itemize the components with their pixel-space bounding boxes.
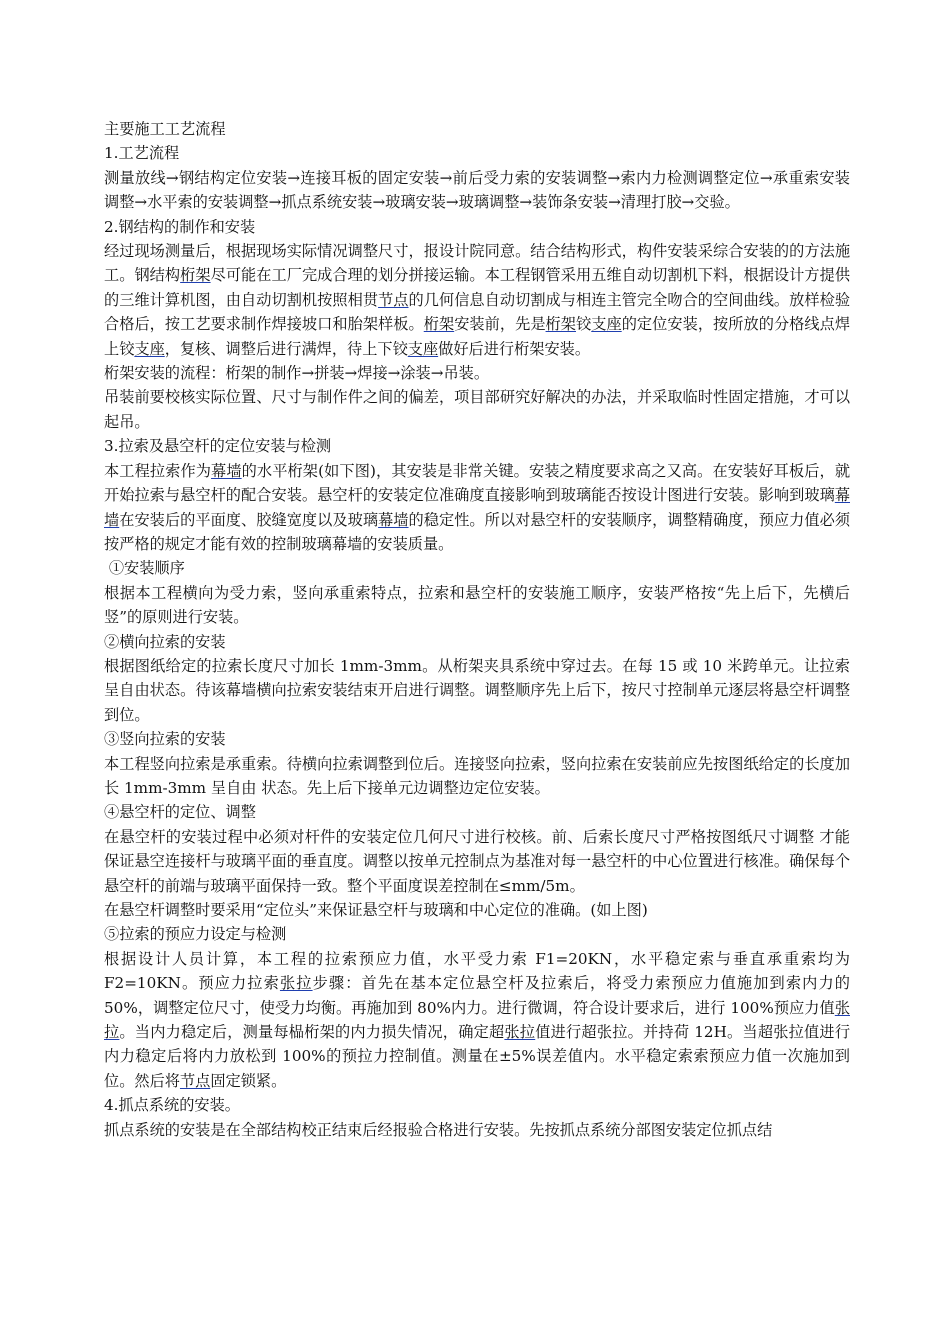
text-run: 固定锁紧。 [210, 1071, 287, 1090]
link-tensioning[interactable]: 张拉 [104, 998, 850, 1042]
subsection-4-heading: ④悬空杆的定位、调整 [104, 803, 256, 822]
section-2-paragraph-1 [104, 239, 850, 361]
link-node[interactable]: 节点 [179, 1071, 211, 1090]
section-3-paragraph-1 [104, 459, 850, 557]
section-2-paragraph-3: 吊装前要校核实际位置、尺寸与制作件之间的偏差，项目部研究好解决的办法，并采取临时性固定措施，才可以起吊。 [104, 388, 850, 431]
subsection-1-heading: ①安装顺序 [104, 559, 185, 578]
section-2-heading: 2.钢结构的制作和安装 [104, 217, 256, 236]
subsection-2-text: 根据图纸给定的拉索长度尺寸加长 1mm-3mm。从桁架夹具系统中穿过去。在每 15 或 10 米跨单元。让拉索呈自由状态。待该幕墙横向拉索安装结束开启进行调整。调整顺序先上后下，按尺寸控制单元逐层将悬空杆调整到位。 [104, 656, 850, 724]
text-run: 。当内力稳定后，测量每榀桁架的内力损失情况，确定超 [119, 1023, 505, 1042]
text-run: 值进行超张拉。并持荷 12H。当超张拉值进行内力稳定后将内力放松到 100%的预拉力控制值。测量在±5%误差值内。水平稳定索索预应力值一次施加到位。然后将 [104, 1023, 851, 1090]
link-truss[interactable]: 桁架 [545, 315, 576, 334]
link-tensioning[interactable]: 张拉 [504, 1023, 536, 1042]
section-3-heading: 3.拉索及悬空杆的定位安装与检测 [104, 437, 332, 456]
subsection-1-text: 根据本工程横向为受力索，竖向承重索特点，拉索和悬空杆的安装施工顺序，安装严格按“先上后下，先横后竖”的原则进行安装。 [104, 583, 850, 627]
link-curtain-wall[interactable]: 幕墙 [211, 461, 242, 480]
text-run: ，复核、调整后进行满焊，待上下铰 [164, 339, 408, 358]
text-run: 做好后进行桁架安装。 [438, 339, 590, 358]
text-run: 的几何信息自动切割成与相连主管完全吻合的空间曲线。放样检验合格后，按工艺要求制作焊接坡口和胎架样板。 [104, 290, 851, 334]
text-run: 步骤：首先在基本定位悬空杆及拉索后，将受力索预应力值施加到索内力的 50%，调整定位尺寸，使受力均衡。再施加到 80%内力。进行微调，符合设计要求后，进行 100%预应力值 [104, 974, 850, 1017]
section-1-paragraph: 测量放线→钢结构定位安装→连接耳板的固定安装→前后受力索的安装调整→索内力检测调整定位→承重索安装调整→水平索的安装调整→抓点系统安装→玻璃安装→玻璃调整→装饰条安装→清理打胶→交验。 [104, 168, 850, 212]
section-4-paragraph: 抓点系统的安装是在全部结构校正结束后经报验合格进行安装。先按抓点系统分部图安装定位抓点结 [104, 1120, 773, 1139]
text-run: 的水平桁架(如下图)，其安装是非常关键。安装之精度要求高之又高。在安装好耳板后，就开始拉索与悬空杆的配合安装。悬空杆的安装定位准确度直接影响到玻璃能否按设计图进行安装。影响到玻璃 [104, 461, 850, 505]
text-run: 铰 [576, 315, 592, 334]
link-truss[interactable]: 桁架 [423, 315, 455, 334]
section-1-heading: 1.工艺流程 [104, 144, 180, 163]
subsection-3-text: 本工程竖向拉索是承重索。待横向拉索调整到位后。连接竖向拉索，竖向拉索在安装前应先按图纸给定的长度加长 1mm-3mm 呈自由 状态。先上后下接单元边调整边定位安装。 [104, 754, 850, 797]
link-tensioning[interactable]: 张拉 [279, 974, 313, 993]
text-run: 在安装后的平面度、胶缝宽度以及玻璃 [119, 510, 379, 529]
subsection-2-heading: ②横向拉索的安装 [104, 632, 226, 651]
document-title: 主要施工工艺流程 [104, 120, 226, 138]
link-support[interactable]: 支座 [134, 339, 165, 358]
link-truss[interactable]: 桁架 [180, 266, 211, 285]
subsection-5-heading: ⑤拉索的预应力设定与检测 [104, 925, 287, 944]
link-curtain-wall[interactable]: 幕墙 [104, 486, 850, 529]
link-node[interactable]: 节点 [378, 290, 409, 309]
text-run: 本工程拉索作为 [104, 461, 212, 480]
text-run: 经过现场测量后，根据现场实际情况调整尺寸，报设计院同意。结合结构形式，构件安装采综合安装的的方法施工。钢结构 [104, 242, 850, 285]
link-support[interactable]: 支座 [407, 339, 439, 358]
subsection-4-text: 在悬空杆的安装过程中必须对杆件的安装定位几何尺寸进行校核。前、后索长度尺寸严格按图纸尺寸调整 才能保证悬空连接杆与玻璃平面的垂直度。调整以按单元控制点为基准对每一悬空杆的中心位置进行核准。确保每个悬空杆的前端与玻璃平面保持一致。整个平面度误差控制在≤mm/5m。 [104, 827, 850, 895]
document-page [104, 117, 850, 1142]
text-run: 的定位安装，按所放的分格线点焊上铰 [104, 315, 851, 358]
text-run: 安装前，先是 [454, 315, 546, 334]
text-run: 的稳定性。所以对悬空杆的安装顺序，调整精确度，预应力值必须按严格的规定才能有效的控制玻璃幕墙的安装质量。 [104, 510, 851, 553]
section-2-paragraph-2: 桁架安装的流程：桁架的制作→拼装→焊接→涂装→吊装。 [104, 364, 490, 383]
text-run: 根据设计人员计算，本工程的拉索预应力值，水平受力索 F1=20KN，水平稳定索与垂直承重索均为F2=10KN。预应力拉索 [104, 949, 850, 993]
link-support[interactable]: 支座 [591, 315, 622, 334]
subsection-3-heading: ③竖向拉索的安装 [104, 730, 226, 749]
text-run: 尽可能在工厂完成合理的划分拼接运输。本工程钢管采用五维自动切割机下料，根据设计方提供的三维计算机图，由自动切割机按照相贯 [104, 266, 851, 309]
subsection-4-text-2: 在悬空杆调整时要采用“定位头”来保证悬空杆与玻璃和中心定位的准确。(如上图) [104, 901, 648, 919]
section-4-heading: 4.抓点系统的安装。 [104, 1096, 240, 1115]
link-curtain-wall[interactable]: 幕墙 [378, 510, 409, 529]
subsection-5-text [104, 947, 850, 1093]
